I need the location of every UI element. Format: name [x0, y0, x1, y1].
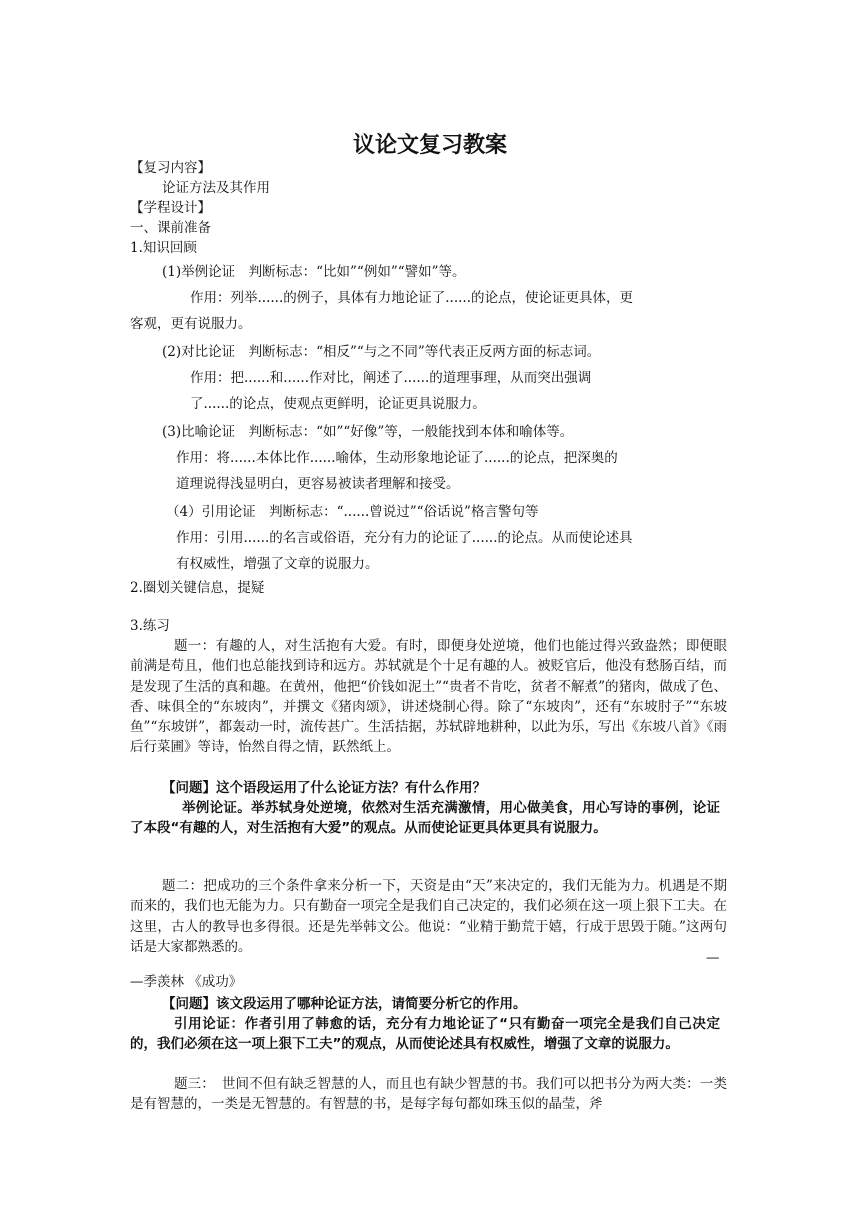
- method-1-use-line-2: 客观，更有说服力。: [130, 316, 252, 332]
- section-design-heading: 【学程设计】: [130, 200, 211, 216]
- method-4-use-line-2: 有权威性，增强了文章的说服力。: [176, 556, 379, 572]
- method-1-use-line-1: 作用：列举......的例子，具体有力地论证了......的论点，使论证更具体，更: [190, 290, 633, 306]
- method-3-use-line-1: 作用：将......本体比作......喻体，生动形象地论证了......的论点，把深奥的: [176, 450, 618, 466]
- question-1-prompt: 【问题】这个语段运用了什么论证方法？有什么作用？: [162, 780, 486, 796]
- question-2-source: —季羡林 《成功》: [130, 974, 243, 990]
- question-2-answer: 引用论证：作者引用了韩愈的话，充分有力地论证了“只有勤奋一项完全是我们自己决定的，我们必须在这一项上狠下工夫”的观点，从而使论述具有权威性，增强了文章的说服力。: [130, 1016, 720, 1053]
- source-dash: —: [706, 950, 720, 966]
- method-2-judge: (2)对比论证 判断标志：“相反”“与之不同”等代表正反两方面的标志词。: [162, 344, 601, 360]
- key-info-heading: 2.圈划关键信息，提疑: [130, 580, 265, 596]
- question-2-passage: 题二：把成功的三个条件拿来分析一下，天资是由“天”来决定的，我们无能为力。机遇是不期而来的，我们也无能为力。只有勤奋一项完全是我们自己决定的，我们必须在这一项上狠下工夫。在这里，古人的教导也多得很。还是先举韩文公。他说：“业精于勤荒于嬉，行成于思毁于随。”这两句话是大家都熟悉的。: [130, 878, 727, 955]
- practice-heading: 3.练习: [130, 618, 170, 634]
- question-1-answer: 举例论证。举苏轼身处逆境，依然对生活充满激情，用心做美食，用心写诗的事例，论证了本段“有趣的人，对生活抱有大爱”的观点。从而使论证更具体更具有说服力。: [130, 800, 720, 837]
- section-review-heading: 【复习内容】: [130, 160, 211, 176]
- method-1-judge: (1)举例论证 判断标志：“比如”“例如”“譬如”等。: [162, 264, 466, 280]
- method-4-judge: （4）引用论证 判断标志：“......曾说过”“俗话说”格言警句等: [166, 504, 539, 520]
- page-title: 议论文复习教案: [352, 133, 507, 158]
- question-3-passage: 题三： 世间不但有缺乏智慧的人，而且也有缺少智慧的书。我们可以把书分为两大类：一类是有智慧的，一类是无智慧的。有智慧的书，是每字每句都如珠玉似的晶莹，斧: [130, 1076, 727, 1113]
- method-4-use-line-1: 作用：引用......的名言或俗语，充分有力的论证了......的论点。从而使论述具: [176, 530, 633, 546]
- method-2-use-line-2: 了......的论点，使观点更鲜明，论证更具说服力。: [190, 396, 486, 412]
- part-one-heading: 一、课前准备: [130, 220, 211, 236]
- method-2-use-line-1: 作用：把......和......作对比，阐述了......的道理事理，从而突出强调: [190, 370, 592, 386]
- knowledge-review-heading: 1.知识回顾: [130, 240, 197, 256]
- method-3-use-line-2: 道理说得浅显明白，更容易被读者理解和接受。: [176, 476, 460, 492]
- question-2-prompt: 【问题】该文段运用了哪种论证方法，请简要分析它的作用。: [162, 996, 527, 1012]
- review-topic: 论证方法及其作用: [162, 180, 270, 196]
- question-1-passage: 题一：有趣的人，对生活抱有大爱。有时，即便身处逆境，他们也能过得兴致盎然；即便眼前满是苟且，他们也总能找到诗和远方。苏轼就是个十足有趣的人。被贬官后，他没有愁肠百结，而是发现了生活的真和趣。在黄州，他把“价钱如泥土”“贵者不肯吃，贫者不解煮”的猪肉，做成了色、香、味俱全的“东坡肉”，并撰文《猪肉颂》，讲述烧制心得。除了“东坡肉”，还有“东坡肘子”“东坡鱼”“东坡饼”，都轰动一时，流传甚广。生活拮据，苏轼辟地耕种，以此为乐，写出《东坡八首》《雨后行菜圃》等诗，怡然自得之情，跃然纸上。: [130, 638, 727, 756]
- method-3-judge: (3)比喻论证 判断标志：“如”“好像”等，一般能找到本体和喻体等。: [162, 424, 574, 440]
